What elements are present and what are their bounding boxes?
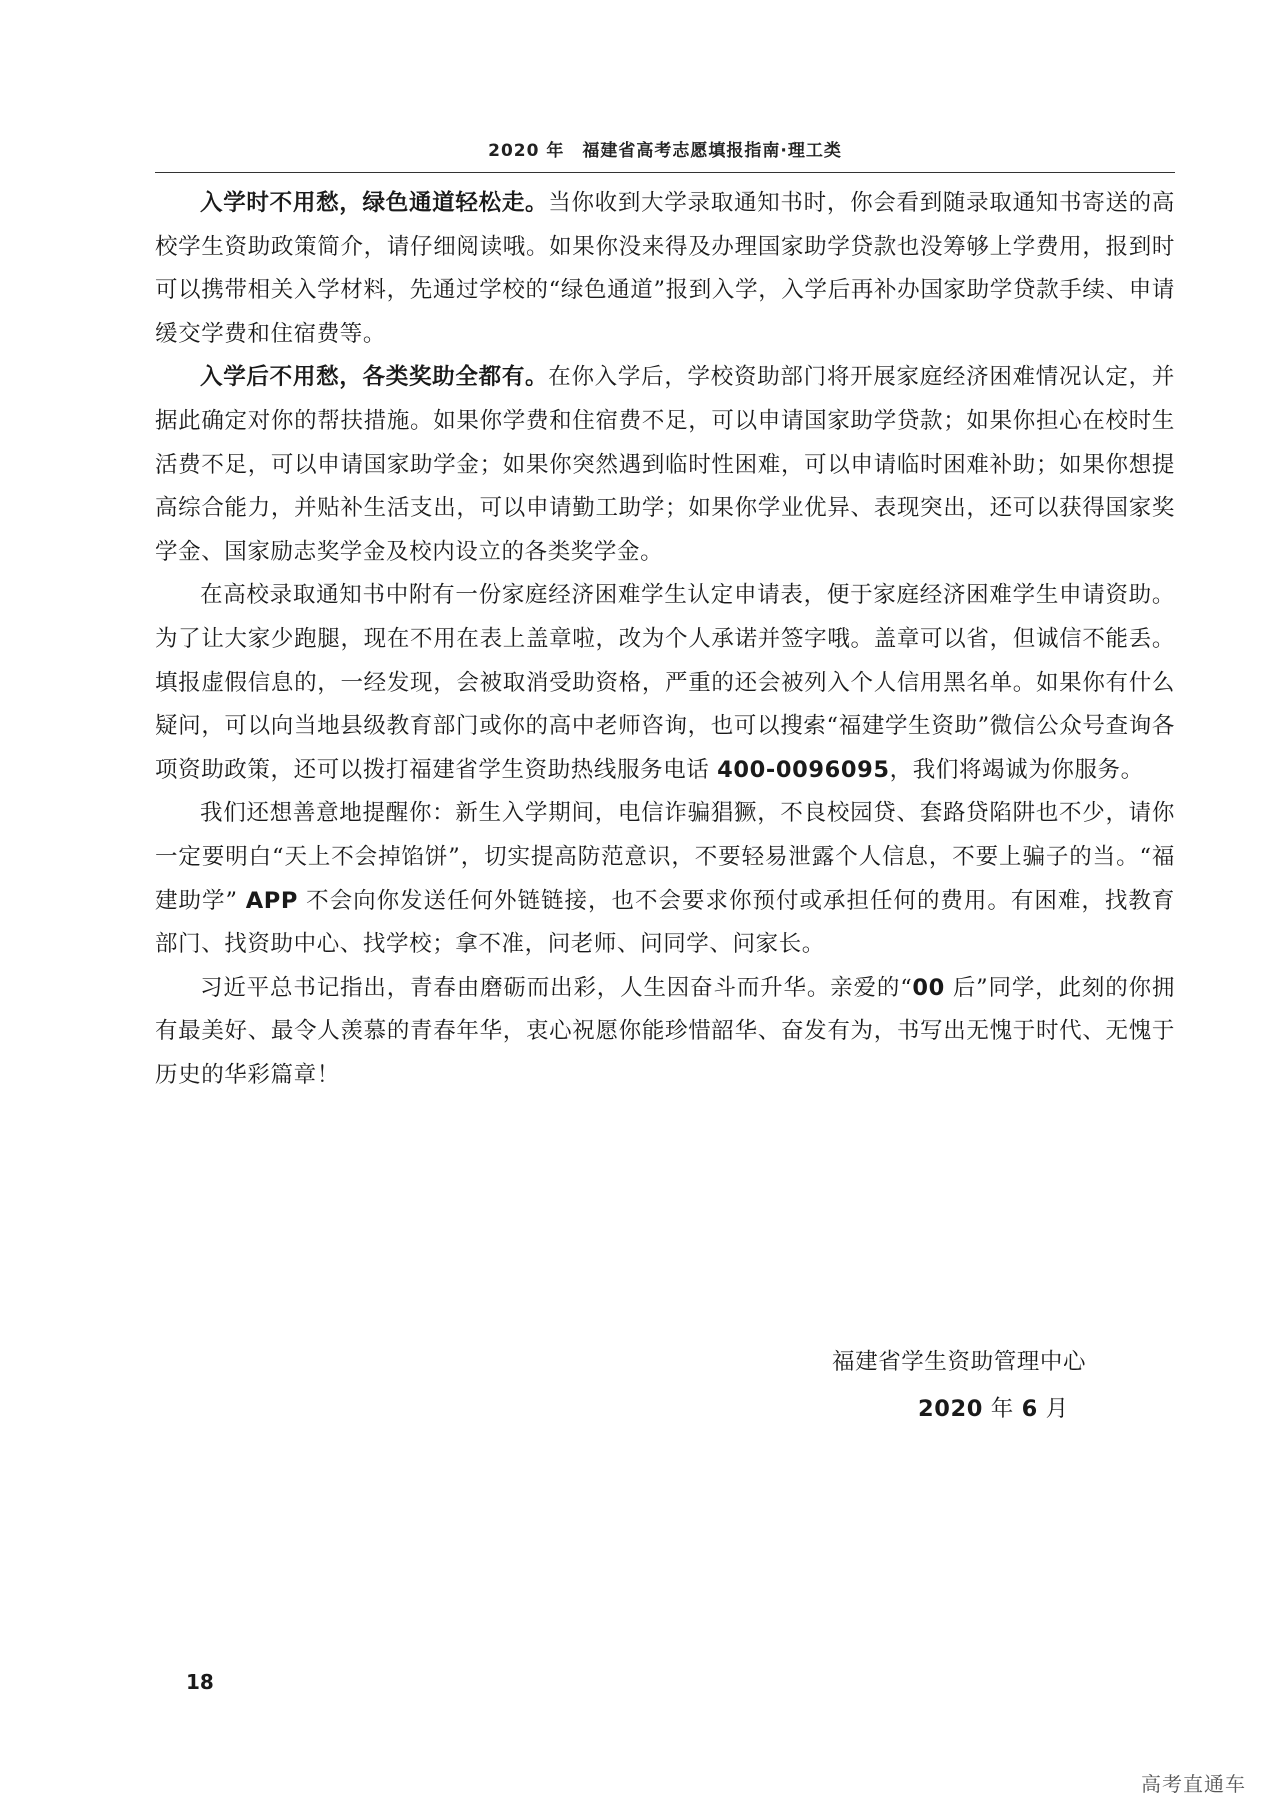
paragraph-text: 在你入学后，学校资助部门将开展家庭经济困难情况认定，并据此确定对你的帮扶措施。如果你学费和住宿费不足，可以申请国家助学贷款；如果你担心在校时生活费不足，可以申请国家助学金；如果你突然遇到临时性困难，可以申请临时困难补助；如果你想提高综合能力，并贴补生活支出，可以申请勤工助学；如果你学业优异、表现突出，还可以获得国家奖学金、国家励志奖学金及校内设立的各类奖学金。 xyxy=(155,364,1175,565)
paragraph-text: 当你收到大学录取通知书时，你会看到随录取通知书寄送的高校学生资助政策简介，请仔细阅读哦。如果你没来得及办理国家助学贷款也没筹够上学费用，报到时可以携带相关入学材料，先通过学校的“绿色通道”报到入学，入学后再补办国家助学贷款手续、申请缓交学费和住宿费等。 xyxy=(155,190,1175,347)
watermark: 高考直通车 xyxy=(1141,1772,1246,1796)
paragraph-text: 我们还想善意地提醒你：新生入学期间，电信诈骗猖獗，不良校园贷、套路贷陷阱也不少，请你一定要明白“天上不会掉馅饼”，切实提高防范意识，不要轻易泄露个人信息，不要上骗子的当。“福建助学” xyxy=(155,800,1175,914)
signature-organization: 福建省学生资助管理中心 xyxy=(832,1349,1087,1375)
paragraph-text: 不会向你发送任何外链链接，也不会要求你预付或承担任何的费用。有困难，找教育部门、找资助中心、找学校；拿不准，问老师、问同学、问家长。 xyxy=(155,887,1175,958)
paragraph-application-form xyxy=(155,574,1175,792)
signature-date xyxy=(918,1391,1069,1423)
app-label: APP xyxy=(245,887,298,914)
page-number: 18 xyxy=(186,1670,214,1694)
header-divider xyxy=(155,172,1175,173)
generation-label: 00 xyxy=(912,974,945,1001)
paragraph-financial-aid xyxy=(155,356,1175,574)
signature-month-suffix: 月 xyxy=(1037,1396,1069,1422)
paragraph-text: 习近平总书记指出，青春由磨砺而出彩，人生因奋斗而升华。亲爱的“ xyxy=(200,974,913,1001)
paragraph-text: 后”同学，此刻的你拥有最美好、最令人羡慕的青春年华，衷心祝愿你能珍惜韶华、奋发有为，书写出无愧于时代、无愧于历史的华彩篇章！ xyxy=(155,974,1175,1088)
running-header: 2020 年 福建省高考志愿填报指南·理工类 xyxy=(488,141,842,161)
signature-month: 6 xyxy=(1021,1396,1038,1422)
signature-year: 2020 xyxy=(918,1396,984,1422)
paragraph-lead: 入学后不用愁，各类奖助全都有。 xyxy=(200,364,549,391)
paragraph-fraud-warning xyxy=(155,792,1175,966)
paragraph-green-channel xyxy=(155,182,1175,356)
hotline-number: 400-0096095 xyxy=(717,756,890,783)
paragraph-text: 在高校录取通知书中附有一份家庭经济困难学生认定申请表，便于家庭经济困难学生申请资助。为了让大家少跑腿，现在不用在表上盖章啦，改为个人承诺并签字哦。盖章可以省，但诚信不能丢。填报虚假信息的，一经发现，会被取消受助资格，严重的还会被列入个人信用黑名单。如果你有什么疑问，可以向当地县级教育部门或你的高中老师咨询，也可以搜索“福建学生资助”微信公众号查询各项资助政策，还可以拨打福建省学生资助热线服务电话 xyxy=(155,582,1175,783)
paragraph-lead: 入学时不用愁，绿色通道轻松走。 xyxy=(200,190,549,216)
paragraph-text: ，我们将竭诚为你服务。 xyxy=(889,756,1144,783)
signature-year-suffix: 年 xyxy=(983,1396,1022,1422)
paragraph-closing xyxy=(155,967,1175,1098)
article-body xyxy=(155,182,1175,1097)
